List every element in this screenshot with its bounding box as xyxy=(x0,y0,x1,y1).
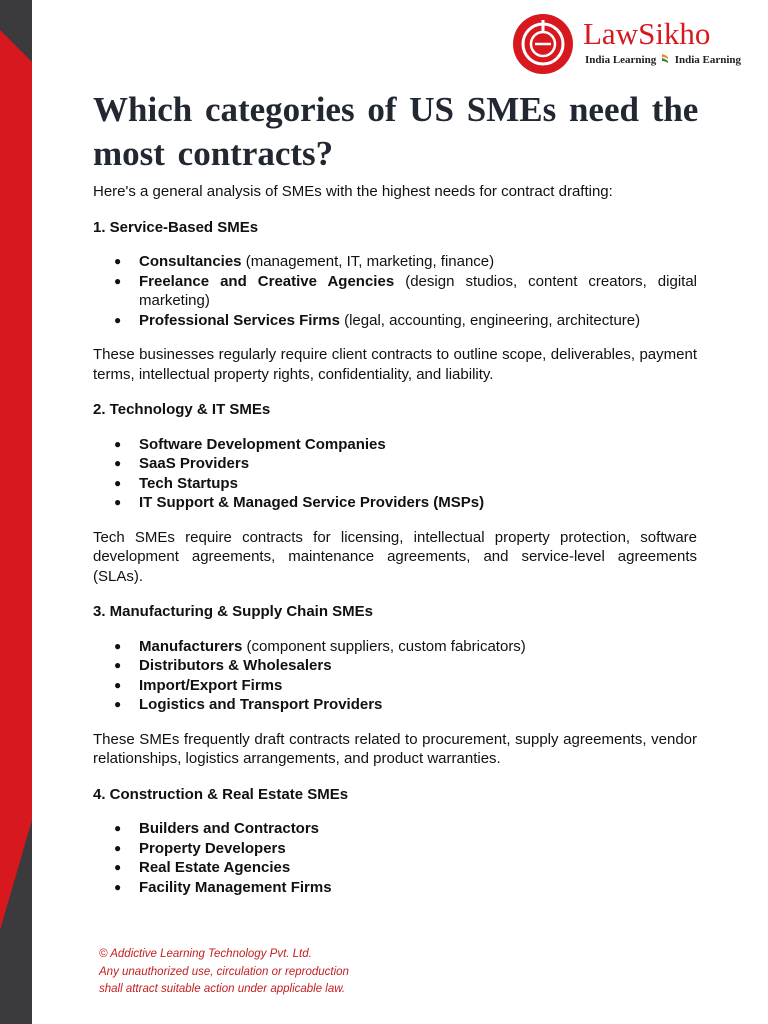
technology-paragraph: Tech SMEs require contracts for licensing, intellectual property protection, software development agreements, maintenance agreements, and service-level agreements (SLAs). xyxy=(93,528,697,585)
footer-line-3: shall attract suitable action under applicable law. xyxy=(99,983,346,995)
page-title: Which categories of US SMEs need the most contracts? xyxy=(93,90,699,173)
list-item: ● Manufacturers (component suppliers, custom fabricators) xyxy=(93,637,697,657)
flag-swoosh-icon xyxy=(661,53,670,65)
list-item: ● Tech Startups xyxy=(93,474,697,494)
list-item: ● IT Support & Managed Service Providers (MSPs) xyxy=(93,493,697,513)
technology-list xyxy=(93,435,697,513)
tagline-right: India Earning xyxy=(674,54,742,66)
list-item: ● Property Developers xyxy=(93,839,697,859)
service-paragraph: These businesses regularly require client contracts to outline scope, deliverables, payment terms, intellectual property rights, confidentiality, and liability. xyxy=(93,346,697,383)
manufacturing-list xyxy=(93,637,697,715)
section-heading-manufacturing: 3. Manufacturing & Supply Chain SMEs xyxy=(93,603,374,620)
section-heading-service: 1. Service-Based SMEs xyxy=(93,218,259,236)
copyright-footer xyxy=(99,946,349,999)
list-item: ● Import/Export Firms xyxy=(93,676,697,696)
construction-list xyxy=(93,819,697,897)
list-item: ● SaaS Providers xyxy=(93,454,697,474)
section-heading-technology: 2. Technology & IT SMEs xyxy=(93,401,271,418)
list-item: ● Facility Management Firms xyxy=(93,878,697,898)
service-list xyxy=(93,252,697,330)
section-heading-construction: 4. Construction & Real Estate SMEs xyxy=(93,785,349,803)
list-item: ● Consultancies (management, IT, marketing, finance) xyxy=(93,252,697,272)
logo-emblem-icon xyxy=(513,14,573,74)
document-body xyxy=(93,182,697,912)
footer-line-2: Any unauthorized use, circulation or reproduction xyxy=(99,965,349,978)
list-item: ● Real Estate Agencies xyxy=(93,858,697,878)
logo-wordmark: LawSikho xyxy=(583,16,711,51)
list-item: ● Professional Services Firms (legal, accounting, engineering, architecture) xyxy=(93,311,697,331)
logo-tagline xyxy=(585,53,741,67)
list-item: ● Distributors & Wholesalers xyxy=(93,656,697,676)
manufacturing-paragraph: These SMEs frequently draft contracts related to procurement, supply agreements, vendor relationships, logistics arrangements, and product warranties. xyxy=(93,730,697,767)
list-item: ● Freelance and Creative Agencies (design studios, content creators, digital marketing) xyxy=(93,272,697,311)
list-item: ● Builders and Contractors xyxy=(93,819,697,839)
lawsikho-logo xyxy=(513,14,753,74)
list-item: ● Software Development Companies xyxy=(93,435,697,455)
left-red-stripe xyxy=(0,0,32,1024)
footer-line-1: © Addictive Learning Technology Pvt. Ltd. xyxy=(99,948,312,960)
tagline-left: India Learning xyxy=(585,54,657,66)
intro-paragraph: Here's a general analysis of SMEs with the highest needs for contract drafting: xyxy=(93,183,613,200)
list-item: ● Logistics and Transport Providers xyxy=(93,695,697,715)
